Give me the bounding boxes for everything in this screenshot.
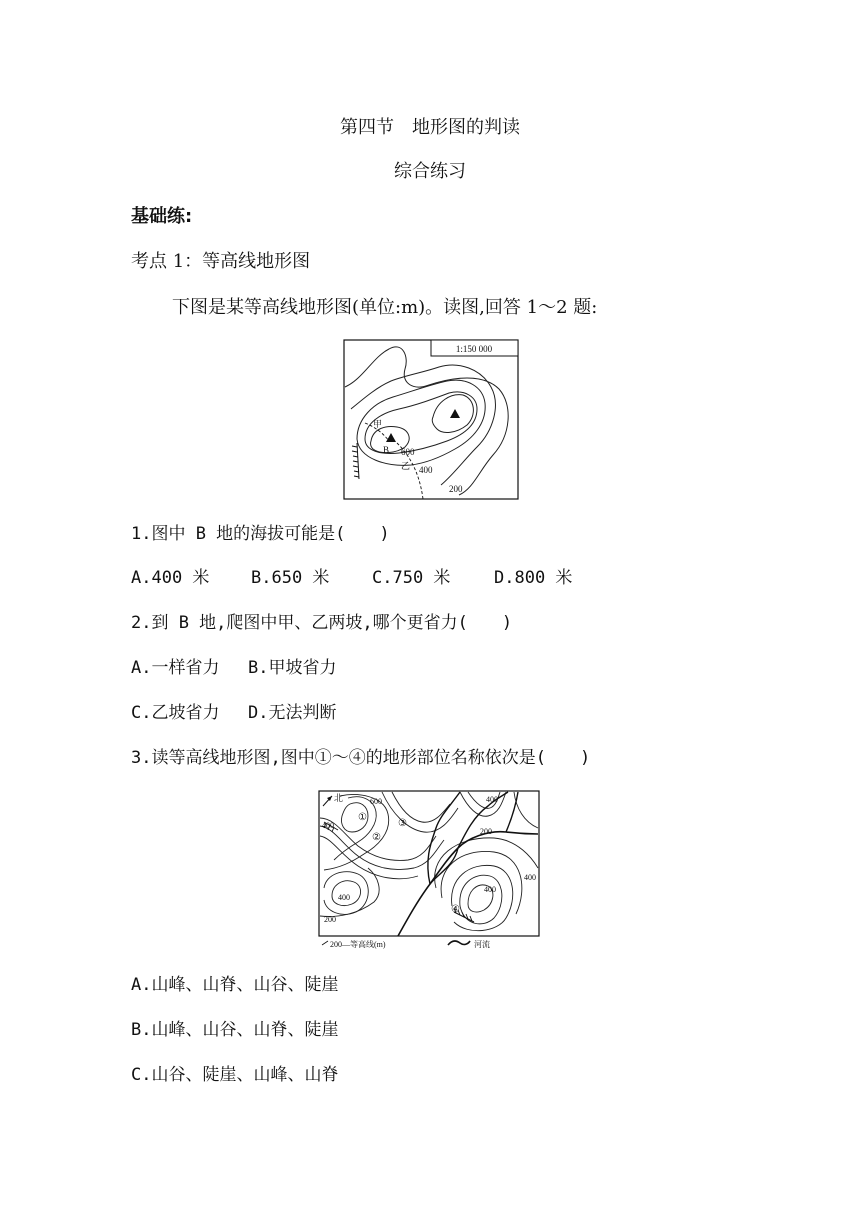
slope-yi-label: 乙 bbox=[401, 461, 411, 471]
q2-option-d: D.无法判断 bbox=[248, 703, 337, 723]
exercise-subtitle: 综合练习 bbox=[394, 161, 466, 182]
basic-practice-heading: 基础练: bbox=[131, 206, 193, 227]
point-b-label: B bbox=[383, 445, 390, 455]
q2-option-b: B.甲坡省力 bbox=[248, 658, 337, 678]
map-scale: 1:150 000 bbox=[455, 344, 493, 354]
q3-option-b: B.山峰、山谷、山脊、陡崖 bbox=[131, 1020, 339, 1040]
marker-4: ④ bbox=[451, 904, 460, 915]
q1-option-a: A.400 米 bbox=[131, 568, 210, 588]
contour-map-2 bbox=[318, 788, 542, 952]
contour-400-label: 400 bbox=[419, 465, 433, 475]
question-2-stem: 2.到 B 地,爬图中甲、乙两坡,哪个更省力( ) bbox=[131, 613, 513, 633]
q2-option-c: C.乙坡省力 bbox=[131, 703, 220, 723]
question-intro: 下图是某等高线地形图(单位:m)。读图,回答 1～2 题: bbox=[172, 297, 598, 318]
map2-contour-400-d: 400 bbox=[484, 885, 496, 894]
map2-contour-400-c: 400 bbox=[338, 893, 350, 902]
map2-contour-400-b: 400 bbox=[486, 795, 498, 804]
legend-river: 河流 bbox=[474, 940, 490, 949]
map2-contour-400-e: 400 bbox=[524, 873, 536, 882]
slope-jia-label: 甲 bbox=[373, 419, 383, 429]
q2-option-a: A.一样省力 bbox=[131, 658, 220, 678]
map2-contour-400-a: 400 bbox=[322, 821, 334, 830]
question-1-stem: 1.图中 B 地的海拔可能是( ) bbox=[131, 524, 390, 544]
contour-600-label: 600 bbox=[401, 447, 415, 457]
contour-200-label: 200 bbox=[449, 484, 463, 494]
marker-2: ② bbox=[372, 832, 381, 843]
map2-contour-600: 600 bbox=[370, 797, 382, 806]
marker-3: ③ bbox=[398, 818, 407, 829]
exam-point-label: 考点 1：等高线地形图 bbox=[131, 251, 311, 272]
marker-1: ① bbox=[358, 812, 367, 823]
contour-map-1 bbox=[343, 339, 519, 500]
q1-option-b: B.650 米 bbox=[251, 568, 330, 588]
q3-option-c: C.山谷、陡崖、山峰、山脊 bbox=[131, 1065, 339, 1085]
question-3-stem: 3.读等高线地形图,图中①～④的地形部位名称依次是( ) bbox=[131, 748, 591, 768]
legend-contour: 200—等高线(m) bbox=[330, 940, 386, 949]
q3-option-a: A.山峰、山脊、山谷、陡崖 bbox=[131, 975, 339, 995]
map2-contour-200-b: 200 bbox=[324, 915, 336, 924]
q1-option-c: C.750 米 bbox=[372, 568, 451, 588]
map2-contour-200-a: 200 bbox=[480, 827, 492, 836]
q1-option-d: D.800 米 bbox=[494, 568, 573, 588]
section-title: 第四节 地形图的判读 bbox=[340, 117, 520, 138]
north-label: 北 bbox=[334, 793, 344, 803]
